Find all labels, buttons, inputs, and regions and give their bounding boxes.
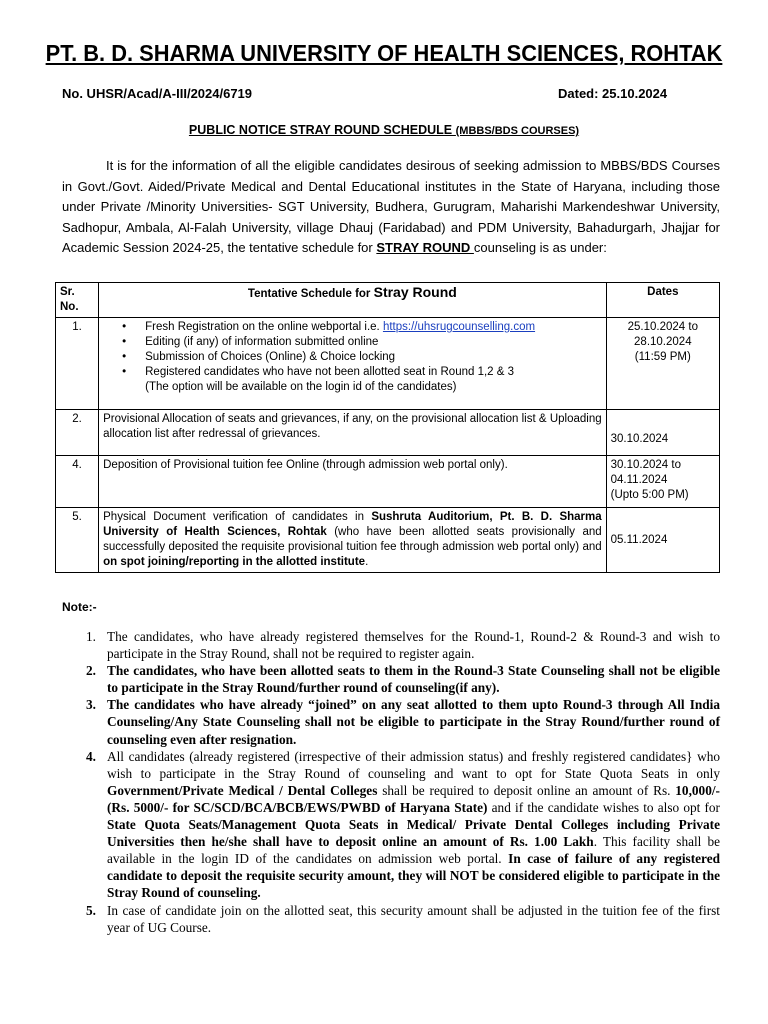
intro-text-before: It is for the information of all the eligible candidates desirous of seeking admission to MBBS/BDS Courses in Govt./Govt. Aided/Private Medical and Dental Educational institutes in the State of Haryana, including those under Private /Minority Universities- SGT University, Budhera, Gurugram, Maharishi Markendeshwar University, Sadhopur, Ambala, Al-Falah University, village Dhauj (Faridabad) and PDM University, Bahadurgarh, Jhajjar for Academic Session 2024-25, the tentative schedule for bbox=[62, 158, 720, 256]
table-row bbox=[56, 318, 720, 410]
note-number: 2. bbox=[86, 663, 96, 679]
task-part: . bbox=[365, 556, 369, 568]
task-bullet-list bbox=[103, 320, 602, 380]
row-sr: 2. bbox=[56, 410, 99, 456]
bullet-text: Fresh Registration on the online webportal i.e. bbox=[145, 321, 383, 333]
notes-heading: Note:- bbox=[62, 600, 97, 614]
date-line: (11:59 PM) bbox=[634, 351, 691, 363]
header-schedule bbox=[99, 283, 607, 318]
date-line: (Upto 5:00 PM) bbox=[610, 489, 689, 501]
note-part: 10,000/- (Rs. 5000/- for SC/SCD/BCA/BCB/EWS/PWBD of Haryana State) bbox=[107, 782, 720, 815]
note-text: The candidates who have already “joined” on any seat allotted to them upto Round-3 through All India Counseling/Any State Counseling shall not be eligible to participate in the Stray Round/further round of counseling even after resignation. bbox=[107, 697, 720, 747]
subject-courses: (MBBS/BDS COURSES) bbox=[455, 125, 580, 137]
list-item: • Editing (if any) of information submitted online bbox=[145, 335, 602, 350]
row-task bbox=[99, 318, 607, 410]
row-sr: 4. bbox=[56, 456, 99, 508]
note-number: 5. bbox=[86, 902, 96, 918]
notes-list bbox=[62, 628, 720, 936]
list-item bbox=[62, 748, 720, 902]
row-date: 30.10.2024 bbox=[606, 410, 719, 456]
subject-main: PUBLIC NOTICE STRAY ROUND SCHEDULE bbox=[188, 123, 456, 137]
list-item bbox=[62, 902, 720, 936]
note-part: Government/Private Medical / Dental Colleges bbox=[107, 782, 378, 798]
note-number: 3. bbox=[86, 697, 96, 713]
note-part: All candidates (already registered (irrespective of their admission status) and freshly registered candidates} who wish to participate in the Stray Round of counseling and want to opt for State Quota Seats in only bbox=[107, 748, 720, 781]
note-part: In case of failure of any registered candidate to deposit the requisite security amount, they will NOT be considered eligible to participate in the Stray Round of counseling. bbox=[107, 851, 720, 901]
header-schedule-round: Stray Round bbox=[373, 284, 457, 300]
list-item bbox=[145, 320, 602, 335]
row-date bbox=[606, 456, 719, 508]
list-item: • Registered candidates who have not been allotted seat in Round 1,2 & 3 bbox=[145, 365, 602, 380]
reference-number: No. UHSR/Acad/A-III/2024/6719 bbox=[62, 86, 253, 101]
row-sr: 5. bbox=[56, 508, 99, 573]
table-row bbox=[56, 410, 720, 456]
intro-paragraph bbox=[62, 156, 720, 259]
list-item bbox=[62, 628, 720, 662]
intro-text-after: counseling is as under: bbox=[473, 240, 607, 256]
date-line: 04.11.2024 bbox=[610, 474, 668, 486]
note-part: State Quota Seats/Management Quota Seats in Medical/ Private Dental Colleges including Private Universities then he/she shall have to deposit online an amount of Rs. 1.00 Lakh bbox=[107, 817, 720, 850]
row-task bbox=[99, 508, 607, 573]
notice-subject bbox=[0, 123, 768, 137]
task-part-joining: on spot joining/reporting in the allotted institute bbox=[103, 556, 366, 568]
counselling-portal-link[interactable]: https://uhsrugcounselling.com bbox=[382, 321, 536, 333]
note-part: shall be required to deposit online an amount of Rs. bbox=[377, 782, 676, 798]
notice-date: Dated: 25.10.2024 bbox=[558, 86, 668, 101]
note-part: and if the candidate wishes to also opt for bbox=[487, 799, 720, 815]
schedule-table bbox=[55, 282, 720, 573]
task-part: (who have been allotted seats provisionally and successfully deposited the requisite provisional tuition fee through admission web portal only) and bbox=[103, 526, 602, 553]
note-number: 4. bbox=[86, 748, 96, 764]
header-sr-no: Sr. No. bbox=[56, 283, 99, 318]
header-schedule-prefix: Tentative Schedule for bbox=[247, 288, 374, 300]
note-part: . This facility shall be available in the login ID of the candidates on admission web portal. bbox=[107, 834, 720, 867]
table-header-row bbox=[56, 283, 720, 318]
row-task: Provisional Allocation of seats and grievances, if any, on the provisional allocation list & Uploading allocation list after redressal of grievances. bbox=[99, 410, 607, 456]
task-part: Physical Document verification of candidates in bbox=[103, 511, 372, 523]
row-date bbox=[606, 318, 719, 410]
note-text: In case of candidate join on the allotted seat, this security amount shall be adjusted in the tuition fee of the first year of UG Course. bbox=[107, 902, 720, 935]
date-line: 30.10.2024 to bbox=[610, 459, 681, 471]
row-date: 05.11.2024 bbox=[606, 508, 719, 573]
date-line: 28.10.2024 bbox=[634, 336, 692, 348]
note-text: The candidates, who have been allotted seats to them in the Round-3 State Counseling shall not be eligible to participate in the Stray Round/further round of counseling(if any). bbox=[107, 663, 720, 696]
option-note: (The option will be available on the login id of the candidates) bbox=[145, 381, 457, 393]
note-number: 1. bbox=[86, 629, 96, 644]
table-row bbox=[56, 508, 720, 573]
list-item bbox=[62, 662, 720, 696]
university-title: PT. B. D. SHARMA UNIVERSITY OF HEALTH SCIENCES, ROHTAK bbox=[45, 40, 723, 66]
table-row bbox=[56, 456, 720, 508]
list-item: • Submission of Choices (Online) & Choice locking bbox=[145, 350, 602, 365]
intro-highlight: STRAY ROUND bbox=[376, 240, 474, 256]
note-text: The candidates, who have already registered themselves for the Round-1, Round-2 & Round-3 and wish to participate in the Stray Round, shall not be required to register again. bbox=[107, 629, 720, 662]
date-line: 25.10.2024 to bbox=[627, 321, 698, 333]
task-part-venue: Sushruta Auditorium, Pt. B. D. Sharma University of Health Sciences, Rohtak bbox=[103, 511, 602, 538]
list-item bbox=[62, 696, 720, 747]
header-dates: Dates bbox=[606, 283, 719, 318]
row-sr: 1. bbox=[56, 318, 99, 410]
row-task: Deposition of Provisional tuition fee Online (through admission web portal only). bbox=[99, 456, 607, 508]
